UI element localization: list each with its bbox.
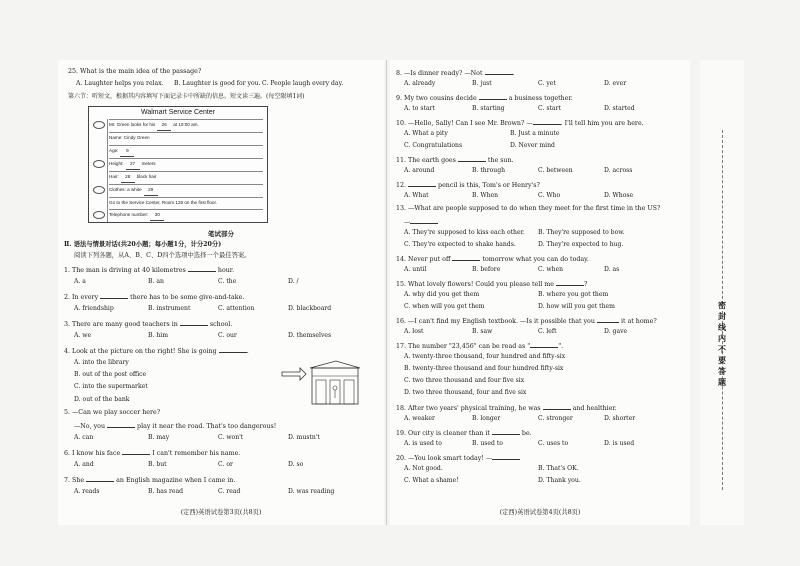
q25-stem: 25. What is the main idea of the passage? — [68, 68, 202, 75]
store-picture — [280, 360, 362, 408]
q15-option: A. why did you get them — [404, 291, 480, 298]
q10-option: A. What a pity — [404, 130, 448, 137]
q15-stem: 15. What lovely flowers! Could you please tell me ? — [396, 281, 588, 288]
q2-option: B. instrument — [148, 305, 191, 312]
q18-option: D. shorter — [604, 415, 636, 422]
binder-hole-icon — [93, 160, 105, 168]
arrow-icon — [282, 368, 306, 380]
q7-option: D. was reading — [288, 488, 335, 495]
q11-option: D. across — [604, 167, 633, 174]
binder-hole-icon — [93, 211, 105, 219]
q2-option: D. blackboard — [288, 305, 332, 312]
q5-option: C. won't — [218, 434, 244, 441]
page-footer-4: (定西)英语试卷第4页(共8页) — [499, 509, 581, 516]
q6-option: C. or — [218, 461, 233, 468]
section2-title: Ⅱ. 语法与情景对话(共20小题；每小题1分，计分20分) — [64, 241, 222, 248]
q11-option: B. through — [472, 167, 506, 174]
q14-option: B. before — [472, 266, 501, 273]
q1-stem: 1. The man is driving at 40 kilometres hour. — [64, 267, 235, 274]
walmart-record-card — [88, 106, 268, 223]
form-row: Mr. Green looks for his 26 at 10:00 am. — [109, 119, 263, 130]
q11-stem: 11. The earth goes the sun. — [396, 157, 514, 164]
q16-option: A. lost — [404, 328, 424, 335]
form-row: Go to the Service Center, Room 126 on the first floor. — [109, 197, 263, 208]
q19-stem: 19. Our city is cleaner than it be. — [396, 430, 532, 437]
q4-option: D. out of the bank — [74, 396, 130, 403]
q13-option: C. They're expected to shake hands. — [404, 241, 516, 248]
q2-stem: 2. In every there has to be some give-and-take. — [64, 294, 245, 301]
q8-option: D. ever — [604, 80, 627, 87]
q5-stem-reply: —No, you play it near the road. That's too dangerous! — [74, 423, 277, 430]
q8-option: C. yet — [538, 80, 556, 87]
q14-option: D. as — [604, 266, 620, 273]
q6-option: D. so — [288, 461, 304, 468]
q9-option: A. to start — [404, 105, 435, 112]
q3-stem: 3. There are many good teachers in school. — [64, 321, 233, 328]
form-row: Clothes: a white 29 — [109, 184, 263, 195]
q1-option: A. a — [74, 278, 86, 285]
q3-option: D. themselves — [288, 332, 332, 339]
q3-option: A. we — [74, 332, 92, 339]
q5-option: D. mustn't — [288, 434, 320, 441]
q7-stem: 7. She an English magazine when I came in. — [64, 477, 236, 484]
q6-stem: 6. I know his face I can't remember his name. — [64, 450, 241, 457]
form-row: Telephone number: 30 — [109, 209, 263, 220]
q7-option: A. reads — [74, 488, 100, 495]
q20-option: C. What a shame! — [404, 477, 459, 484]
q15-option: B. where you got them — [538, 291, 609, 298]
q14-option: C. when — [538, 266, 563, 273]
form-row: Hair: 28 black hair — [109, 171, 263, 182]
q13-option: D. They're expected to hug. — [538, 241, 624, 248]
q12-option: A. What — [404, 192, 429, 199]
q1-option: C. the — [218, 278, 237, 285]
q5-stem: 5. —Can we play soccer here? — [64, 409, 161, 416]
q4-option: B. out of the post office — [74, 371, 147, 378]
form-title: Walmart Service Center — [140, 109, 216, 116]
q19-option: A. is used to — [404, 440, 442, 447]
q2-option: A. friendship — [74, 305, 114, 312]
q9-option: D. started — [604, 105, 635, 112]
binder-hole-icon — [93, 121, 105, 129]
q19-option: B. used to — [472, 440, 503, 447]
q14-option: A. until — [404, 266, 427, 273]
q9-option: C. start — [538, 105, 561, 112]
q12-stem: 12. pencil is this, Tom's or Henry's? — [396, 182, 540, 189]
q16-option: D. gave — [604, 328, 628, 335]
seal-line-margin — [700, 60, 744, 525]
section6-title: 第六节：听短文，根据其内容填写下面记录卡中所缺的信息。短文读三遍。(每空限填1词) — [68, 93, 305, 100]
q6-option: A. and — [74, 461, 94, 468]
q25-option-b: B. Laughter is good for you. — [174, 80, 261, 87]
q17-stem: 17. The number "23,456" can be read as " ". — [396, 343, 564, 350]
q15-option: C. when will you get them — [404, 303, 485, 310]
q13-option: B. They're supposed to bow. — [538, 229, 625, 236]
q20-option: A. Not good. — [404, 465, 443, 472]
q11-option: A. around — [404, 167, 435, 174]
q10-option: B. Just a minute — [510, 130, 560, 137]
q2-option: C. attention — [218, 305, 255, 312]
q9-option: B. starting — [472, 105, 505, 112]
q15-option: D. how will you get them — [538, 303, 615, 310]
q18-option: A. weaker — [404, 415, 435, 422]
page-footer-3: (定西)英语试卷第3页(共8页) — [180, 509, 262, 516]
q16-option: B. saw — [472, 328, 493, 335]
q13-option: A. They're supposed to kiss each other. — [404, 229, 525, 236]
form-row: Height: 27 meters — [109, 158, 263, 169]
q10-option: C. Congratulations — [404, 142, 463, 149]
q12-option: C. Who — [538, 192, 561, 199]
q17-option: A. twenty-three thousand, four hundred and fifty-six — [404, 353, 566, 360]
q7-option: C. read — [218, 488, 241, 495]
q4-stem: 4. Look at the picture on the right! She is going . — [64, 348, 249, 355]
page-fold — [386, 60, 387, 525]
section2-instructions: 阅读下列各题，从A、B、C、D四个选项中选择一个最佳答案。 — [74, 252, 251, 259]
exam-page-3 — [58, 60, 384, 525]
q8-stem: 8. —Is dinner ready? —Not . — [396, 70, 515, 77]
q16-stem: 16. —I can't find my English textbook. —Is it possible that you it at home? — [396, 318, 657, 325]
q4-option: A. into the library — [74, 359, 129, 366]
q14-stem: 14. Never put off tomorrow what you can do today. — [396, 256, 589, 263]
q3-option: C. our — [218, 332, 237, 339]
written-part-title: 笔试部分 — [208, 230, 234, 238]
q10-option: D. Never mind — [510, 142, 555, 149]
form-row: Name: Cindy Green — [109, 132, 263, 143]
q13-reply: — — [404, 217, 438, 227]
q8-option: A. already — [404, 80, 436, 87]
q20-option: D. Thank you. — [538, 477, 581, 484]
q12-option: B. When — [472, 192, 499, 199]
q25-option-a: A. Laughter helps you relax. — [76, 80, 164, 87]
seal-line-notice: 密封线内不要答题 — [718, 300, 726, 387]
q18-stem: 18. After two years' physical training, he was and healthier. — [396, 405, 617, 412]
q12-option: D. Whose — [604, 192, 634, 199]
q20-option: B. That's OK. — [538, 465, 579, 472]
exam-page-4 — [390, 60, 690, 525]
q3-option: B. him — [148, 332, 169, 339]
q1-option: D. / — [288, 278, 299, 285]
form-row: Age: 9 — [109, 145, 263, 156]
q17-option: B. twenty-three thousand and four hundred fifty-six — [404, 365, 564, 372]
q6-option: B. but — [148, 461, 167, 468]
q10-stem: 10. —Hello, Sally! Can I see Mr. Brown? — . I'll tell him you are here. — [396, 120, 644, 127]
q1-option: B. an — [148, 278, 164, 285]
q4-option: C. into the supermarket — [74, 383, 148, 390]
q5-option: B. may — [148, 434, 170, 441]
q16-option: C. left — [538, 328, 557, 335]
binder-hole-icon — [93, 186, 105, 194]
q20-stem: 20. —You look smart today! — — [396, 453, 520, 463]
q18-option: B. longer — [472, 415, 501, 422]
q18-option: C. stronger — [538, 415, 573, 422]
q19-option: D. is used — [604, 440, 635, 447]
q7-option: B. has read — [148, 488, 184, 495]
q13-stem: 13. —What are people supposed to do when they meet for the first time in the US? — [396, 205, 661, 212]
q25-option-c: C. People laugh every day. — [262, 80, 344, 87]
q9-stem: 9. My two cousins decide a business together. — [396, 95, 573, 102]
q19-option: C. uses to — [538, 440, 569, 447]
q17-option: C. two three thousand and four five six — [404, 377, 525, 384]
q5-option: A. can — [74, 434, 94, 441]
q8-option: B. just — [472, 80, 492, 87]
q17-option: D. two three thousand, four and five six — [404, 389, 527, 396]
q11-option: C. between — [538, 167, 573, 174]
